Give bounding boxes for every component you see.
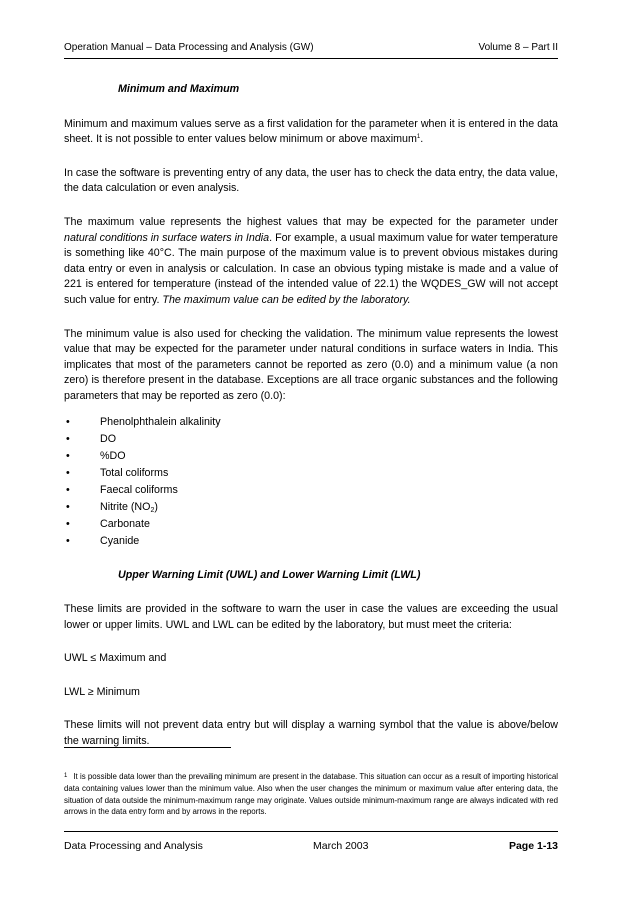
footer-date: March 2003 — [313, 840, 369, 852]
header-rule — [64, 58, 558, 59]
bullet-icon: • — [66, 483, 70, 496]
footnote-rule — [64, 747, 231, 748]
bullet-icon: • — [66, 432, 70, 445]
parameter-list — [64, 414, 558, 550]
list-item: • Cyanide — [66, 534, 140, 547]
bullet-icon: • — [66, 517, 70, 530]
header-title: Operation Manual – Data Processing and Analysis (GW) — [64, 42, 314, 53]
paragraph: The maximum value represents the highest values that may be expected for the parameter under natural conditions in surface waters in India. For example, a usual maximum value for water temperature is something like 40°C. The main purpose of the maximum value is to prevent obvious mistakes during data entry or even in analysis or calculation. In case an obvious typing mistake is made and a value of 221 is entered for temperature (instead of the intended value of 22.1) the WQDES_GW will not accept such value for entry. The maximum value can be edited by the laboratory. — [64, 215, 558, 306]
bullet-icon: • — [66, 500, 70, 513]
list-item: • %DO — [66, 449, 126, 462]
section-heading-warning-limits: Upper Warning Limit (UWL) and Lower Warning Limit (LWL) — [118, 568, 421, 581]
page-body — [64, 82, 558, 750]
list-item: • Faecal coliforms — [66, 483, 178, 496]
criteria-uwl: UWL ≤ Maximum and — [64, 652, 167, 665]
footer-rule — [64, 831, 558, 832]
page-number: Page 1-13 — [508, 840, 558, 852]
paragraph: These limits will not prevent data entry but will display a warning symbol that the value is above/below the warning limits. — [64, 719, 558, 748]
section-heading-min-max: Minimum and Maximum — [118, 83, 240, 95]
footnote-reference: 1 — [416, 134, 421, 141]
bullet-icon: • — [66, 466, 70, 479]
footnote-mark: 1 — [64, 773, 68, 779]
list-item: • Nitrite $(NO_2)$ — [66, 500, 158, 514]
criteria-lwl: LWL ≥ Minimum — [64, 685, 140, 698]
paragraph: Minimum and maximum values serve as a first validation for the parameter when it is entered in the data sheet. It is not possible to enter values below minimum or above maximum$^1$. — [64, 117, 558, 146]
list-item: • Total coliforms — [66, 466, 169, 479]
paragraph: In case the software is preventing entry of any data, the user has to check the data entry, the data value, the data calculation or even analysis. — [64, 166, 558, 195]
list-item: • DO — [66, 432, 117, 445]
footnote: $^1$ It is possible data lower than the prevailing minimum are present in the database. This situation can occur as a result of importing historical data containing values lower than the minimum value. Also when the user changes the minimum or maximum value after entering data, the situation of data outside the minimum-maximum range may originate. Values outside minimum-maximum range are always indicated with red arrows in the data entry form and by arrows in the reports. — [64, 772, 558, 817]
bullet-icon: • — [66, 415, 70, 428]
paragraph: The minimum value is also used for checking the validation. The minimum value represents the lowest value that may be expected for the parameter under natural conditions in surface waters in India. This implicates that most of the parameters cannot be reported as zero (0.0) and a minimum value (a non zero) is therefore present in the database. Exceptions are all trace organic substances and the following parameters that may be reported as zero (0.0): — [64, 327, 558, 402]
bullet-icon: • — [66, 534, 70, 547]
paragraph: These limits are provided in the software to warn the user in case the values are exceeding the usual lower or upper limits. UWL and LWL can be edited by the laboratory, but must meet the criteria: — [64, 603, 558, 631]
header-volume: Volume 8 – Part II — [478, 42, 558, 53]
list-item: • Carbonate — [66, 517, 150, 530]
footer-title: Data Processing and Analysis — [64, 840, 203, 852]
list-item: • Phenolphthalein alkalinity — [66, 415, 221, 428]
bullet-icon: • — [66, 449, 70, 462]
